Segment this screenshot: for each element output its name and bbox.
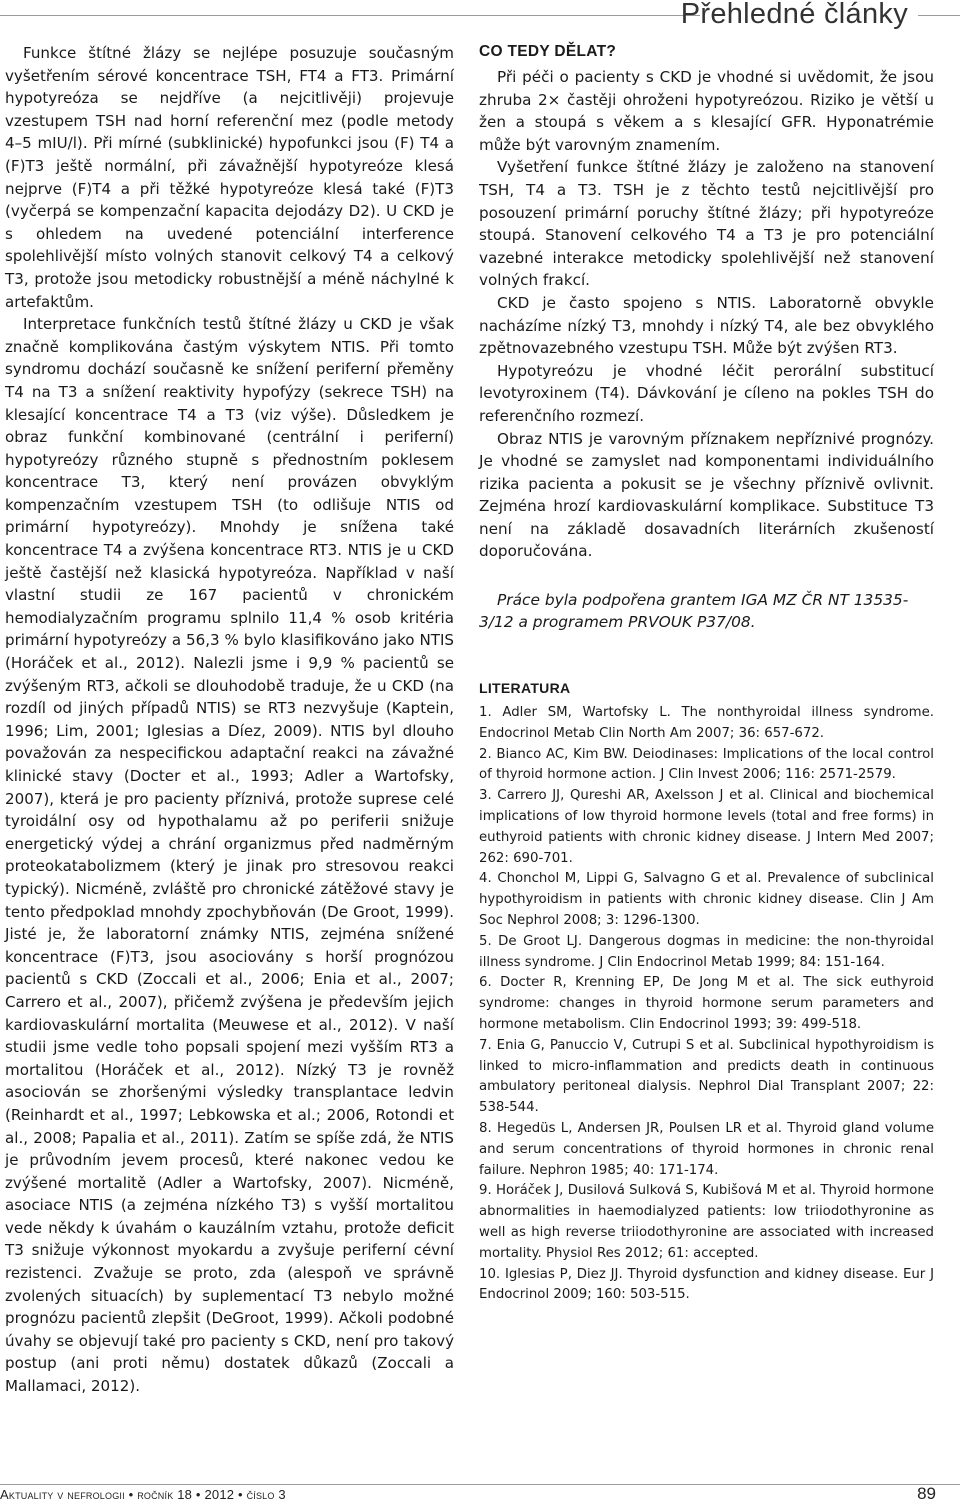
volume-label: ročník	[137, 1487, 174, 1502]
body-paragraph: Hypotyreózu je vhodné léčit perorální substitucí levotyroxinem (T4). Dávkování je cíleno na pokles TSH do referenčního rozmezí.	[479, 361, 934, 425]
left-column	[5, 42, 454, 1398]
header-rule-left	[0, 15, 700, 16]
reference-item: 1. Adler SM, Wartofsky L. The nonthyroidal illness syndrome. Endocrinol Metab Clin North Am 2007; 36: 657-672.	[479, 705, 934, 741]
reference-list	[479, 703, 934, 1306]
reference-item: 6. Docter R, Krenning EP, De Jong M et al. The sick euthyroid syndrome: changes in thyroid hormone serum parameters and hormone metabolism. Clin Endocrinol 1993; 39: 499-518.	[479, 975, 934, 1033]
publication-year: 2012	[204, 1487, 235, 1502]
right-column	[479, 42, 934, 1306]
footer-rule	[0, 1484, 960, 1485]
body-paragraph: Při péči o pacienty s CKD je vhodné si uvědomit, že jsou zhruba 2× častěji ohroženi hypotyreózou. Riziko je větší u žen a stoupá s věkem a s klesající GFR. Hyponatrémie může být varovným znamením.	[479, 68, 934, 154]
reference-item: 5. De Groot LJ. Dangerous dogmas in medicine: the non-thyroidal illness syndrome. J Clin Endocrinol Metab 1999; 84: 151-164.	[479, 933, 934, 970]
page-number: 89	[917, 1484, 936, 1503]
literature-heading: LITERATURA	[479, 680, 571, 697]
section-title: Přehledné články	[680, 0, 908, 30]
journal-name: Aktuality v nefrologii	[0, 1487, 125, 1502]
grant-acknowledgement: Práce byla podpořena grantem IGA MZ ČR NT 13535-3/12 a programem PRVOUK P37/08.	[479, 591, 909, 632]
body-paragraph: Vyšetření funkce štítné žlázy je založeno na stanovení TSH, T4 a T3. TSH je z těchto testů nejcitlivější pro posouzení primární poruchy štítné žlázy; při hypotyreóze stoupá. Stanovení celkového T4 a T3 je pro potenciální vazebné interakce metodicky spolehlivější než stanovení volných frakcí.	[479, 158, 934, 290]
body-paragraph: Obraz NTIS je varovným příznakem nepříznivé prognózy. Je vhodné se zamyslet nad komponentami individuálního rizika pacienta a pokusit se je všechny příznivě ovlivnit. Zejména hrozí kardiovaskulární komplikace. Substituce T3 není na základě dosavadních literárních zkušeností doporučována.	[479, 429, 934, 561]
volume-number: 18	[177, 1487, 193, 1502]
reference-item: 10. Iglesias P, Diez JJ. Thyroid dysfunction and kidney disease. Eur J Endocrinol 2009; 160: 503-515.	[479, 1266, 934, 1303]
section-heading: CO TEDY DĚLAT?	[479, 43, 617, 60]
footer-journal-info: Aktuality v nefrologii • ročník 18 • 2012 • číslo 3	[0, 1487, 286, 1502]
issue-label: číslo	[246, 1487, 275, 1502]
body-paragraph: Interpretace funkčních testů štítné žlázy u CKD je však značně komplikována častým výskytem NTIS. Při tomto syndromu dochází současně ke snížení periferní přeměny T4 na T3 a snížení reaktivity hypofýzy (sekrece TSH) na klesající koncentrace T4 a T3 (viz výše). Důsledkem je obraz funkční kombinované (centrální i periferní) hypotyreózy různého stupně s přednostním poklesem koncentrace T3, který není provázen obvyklým kompenzačním vzestupem TSH (to odlišuje NTIS od primární hypotyreózy). Mnohdy je snížena také koncentrace T4 a zvýšena koncentrace RT3. NTIS je u CKD ještě častější než klasická hypotyreóza. Například v naší vlastní studii ze 167 pacientů v chronickém hemodialyzačním programu splnilo 11,4 % osob kritéria primární hypotyreózy a 56,3 % bylo klasifikováno jako NTIS (Horáček et al., 2012). Nalezli jsme i 9,9 % pacientů se zvýšeným RT3, ačkoli se dlouhodobě traduje, že u CKD (na rozdíl od jiných případů NTIS) se RT3 nezvyšuje (Kaptein, 1996; Lim, 2001; Iglesias a Díez, 2009). NTIS byl dlouho považován za nespecifickou adaptační reakci na závažné klinické stavy (Docter et al., 1993; Adler a Wartofsky, 2007), která je pro pacienty příznivá, protože suprese celé tyroidální osy od hypothalamu až po periferii snižuje energetický výdej a chrání organizmus před nadměrným proteokatabolizmem (který je jinak pro stresovou reakci typický). Nicméně, zvláště pro chronické zátěžové stavy je tento předpoklad mnohdy zpochybňován (De Groot, 1999). Jisté je, že laboratorní známky NTIS, zejména snížené koncentrace (F)T3, jsou asociovány s horší prognózou pacientů s CKD (Zoccali et al., 2006; Enia et al., 2007; Carrero et al., 2007), přičemž zvýšena je především jejich kardiovaskulární mortalita (Meuwese et al., 2012). V naší studii jsme vedle toho popsali spojení mezi vyšším RT3 a mortalitou (Horáček et al., 2012). Nízký T3 je rovněž asociován se zhoršenými výsledky transplantace ledvin (Reinhardt et al., 1997; Lebkowska et al.; 2006, Rotondi et al., 2008; Papalia et al., 2011). Zatím se spíše zdá, že NTIS je průvodním jevem procesů, které nakonec vedou ke zvýšené mortalitě (Adler a Wartofsky, 2007). Nicméně, asociace NTIS (a zejména nízkého T3) s vyšší mortalitou vede někdy k úvahám o kauzálním vztahu, protože deficit T3 snižuje výkonnost myokardu a zvyšuje periferní cévní rezistenci. Zvažuje se proto, zda (alespoň ve správně zvolených situacích) by suplementací T3 nebylo možné prognózu pacientů zlepšit (DeGroot, 1999). Ačkoli podobné úvahy se objevují také pro pacienty s CKD, není pro takový postup (ani proti němu) dostatek důkazů (Zoccali a Mallamaci, 2012).	[5, 315, 454, 1396]
issue-number: 3	[278, 1487, 286, 1502]
reference-item: 7. Enia G, Panuccio V, Cutrupi S et al. Subclinical hypothyroidism is linked to micro-inflammation and predicts death in continuous ambulatory peritoneal dialysis. Nephrol Dial Transplant 2007; 22: 538-544.	[479, 1037, 934, 1116]
header-rule-right	[918, 15, 960, 16]
body-paragraph: Funkce štítné žlázy se nejlépe posuzuje současným vyšetřením sérové koncentrace TSH, FT4 a FT3. Primární hypotyreóza se nejdříve (a nejcitlivěji) projevuje vzestupem TSH nad horní referenční mez (podle metody 4–5 mIU/l). Při mírné (subklinické) hypofunkci jsou (F) T4 a (F)T3 ještě normální, při závažnější hypotyreóze klesá nejprve (F)T4 a při těžké hypotyreóze klesá také (F)T3 (vyčerpá se kompenzační kapacita dejodázy D2). U CKD je s ohledem na uvedené potenciální interference spolehlivější místo volných stanovit celkový T4 a celkový T3, protože jsou metodicky robustnější a méně náchylné k artefaktům.	[5, 44, 454, 311]
reference-item: 4. Chonchol M, Lippi G, Salvagno G et al. Prevalence of subclinical hypothyroidism in patients with chronic kidney disease. Clin J Am Soc Nephrol 2008; 3: 1296-1300.	[479, 871, 934, 929]
reference-item: 9. Horáček J, Dusilová Sulková S, Kubišová M et al. Thyroid hormone abnormalities in haemodialyzed patients: low triiodothyronine as well as high reverse triiodothyronine are associated with increased mortality. Physiol Res 2012; 61: accepted.	[479, 1183, 934, 1261]
reference-item: 8. Hegedüs L, Andersen JR, Poulsen LR et al. Thyroid gland volume and serum concentrations of thyroid hormones in chronic renal failure. Nephron 1985; 40: 171-174.	[479, 1121, 934, 1178]
reference-item: 2. Bianco AC, Kim BW. Deiodinases: Implications of the local control of thyroid hormone action. J Clin Invest 2006; 116: 2571-2579.	[479, 746, 934, 783]
reference-item: 3. Carrero JJ, Qureshi AR, Axelsson J et al. Clinical and biochemical implications of low thyroid hormone levels (total and free forms) in euthyroid patients with chronic kidney disease. J Intern Med 2007; 262: 690-701.	[479, 788, 934, 866]
body-paragraph: CKD je často spojeno s NTIS. Laboratorně obvykle nacházíme nízký T3, mnohdy i nízký T4, ale bez obvyklého zpětnovazebného vzestupu TSH. Může být zvýšen RT3.	[479, 293, 934, 358]
